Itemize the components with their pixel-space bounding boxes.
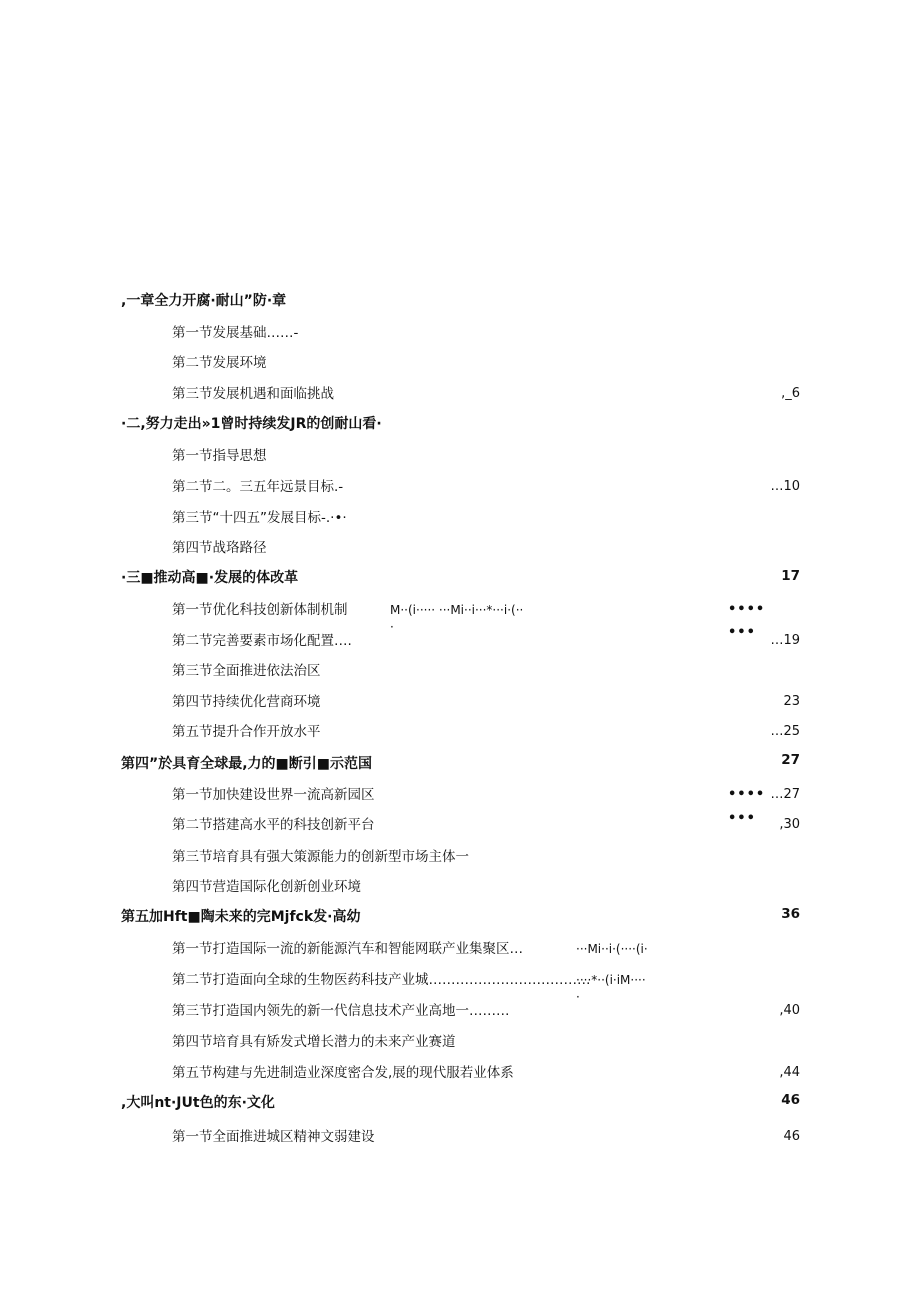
- leader-dots-4-2: •••: [728, 811, 756, 826]
- leader-text-5-2: ····*··(i·iM····: [576, 973, 646, 987]
- section-5-2[interactable]: 第二节打造面向全球的生物医药科技产业城………………………………: [172, 972, 591, 988]
- section-1-3[interactable]: 第三节发展机遇和面临挑战: [172, 386, 334, 402]
- section-4-2[interactable]: 第二节搭建高水平的科技创新平台: [172, 817, 375, 833]
- leader-text-5-2b: ·: [576, 990, 580, 1004]
- section-3-3[interactable]: 第三节全面推进依法治区: [172, 663, 321, 679]
- section-5-1[interactable]: 第一节打造国际一流的新能源汽车和智能网联产业集聚区…: [172, 941, 523, 957]
- page-number-ch4: 27: [781, 752, 800, 768]
- page-number-2-2: …10: [770, 479, 800, 494]
- section-2-2[interactable]: 第二节二。三五年远景目标.-: [172, 479, 344, 495]
- leader-dots-4-1: ••••: [728, 787, 766, 802]
- page-number-3-2: …19: [770, 633, 800, 648]
- leader-dots-3-2: •••: [728, 625, 756, 640]
- chapter-5-title[interactable]: 第五加Hft■陶未来的完Mjfck发·高幼: [121, 909, 361, 925]
- section-1-2[interactable]: 第二节发展环境: [172, 355, 267, 371]
- leader-dots-3-1: ••••: [728, 602, 766, 617]
- section-3-1[interactable]: 第一节优化科技创新体制机制: [172, 602, 348, 618]
- section-4-4[interactable]: 第四节营造国际化创新创业环境: [172, 879, 361, 895]
- page-number-1-3: ,_6: [781, 386, 800, 401]
- section-4-3[interactable]: 第三节培育具有强大策源能力的创新型市场主体一: [172, 849, 469, 865]
- section-6-1[interactable]: 第一节全面推进城区精神文弱建设: [172, 1129, 375, 1145]
- page-number-5-5: ,44: [779, 1065, 800, 1080]
- section-5-5[interactable]: 第五节构建与先进制造业深度密合发,展的现代服若业体系: [172, 1065, 514, 1081]
- page-number-ch6: 46: [781, 1092, 800, 1108]
- page-number-ch5: 36: [781, 906, 800, 922]
- section-5-4[interactable]: 第四节培育具有矫发式增长潜力的未来产业赛道: [172, 1034, 456, 1050]
- leader-text-5-1: ···Mi··i·(····(i·: [576, 942, 648, 956]
- section-3-2[interactable]: 第二节完善要素市场化配置….: [172, 633, 352, 649]
- page-number-4-1: …27: [770, 787, 800, 802]
- chapter-2-title[interactable]: ·二,努力走出»1曾时持续发JR的创耐山看·: [121, 416, 382, 432]
- page-number-5-3: ,40: [779, 1003, 800, 1018]
- page-number-6-1: 46: [783, 1129, 800, 1144]
- leader-text-3-1: M··(i····· ···Mi··i···*···i·(··: [390, 603, 524, 617]
- section-2-1[interactable]: 第一节指导思想: [172, 448, 267, 464]
- chapter-3-title[interactable]: ·三■推动高■·发展的体改革: [121, 570, 299, 586]
- section-3-5[interactable]: 第五节提升合作开放水平: [172, 724, 321, 740]
- section-1-1[interactable]: 第一节发展基础……-: [172, 325, 299, 341]
- section-2-3[interactable]: 第三节“十四五”发展目标-.·•·: [172, 510, 347, 526]
- chapter-1-title[interactable]: ,一章全力开腐·耐山”防·章: [121, 293, 287, 309]
- chapter-6-title[interactable]: ,大叫nt·JUt色的东·文化: [121, 1095, 275, 1111]
- page-number-ch3: 17: [781, 568, 800, 584]
- section-5-3[interactable]: 第三节打造国内领先的新一代信息技术产业高地一………: [172, 1003, 510, 1019]
- section-2-4[interactable]: 第四节战珞路径: [172, 540, 267, 556]
- section-4-1[interactable]: 第一节加快建设世界一流高新园区: [172, 787, 375, 803]
- page-number-4-2: ,30: [779, 817, 800, 832]
- page-number-3-5: …25: [770, 724, 800, 739]
- leader-text-3-2: ·: [390, 620, 394, 634]
- chapter-4-title[interactable]: 第四”於具育全球最,力的■断引■示范国: [121, 756, 372, 772]
- page-number-3-4: 23: [783, 694, 800, 709]
- section-3-4[interactable]: 第四节持续优化营商环境: [172, 694, 321, 710]
